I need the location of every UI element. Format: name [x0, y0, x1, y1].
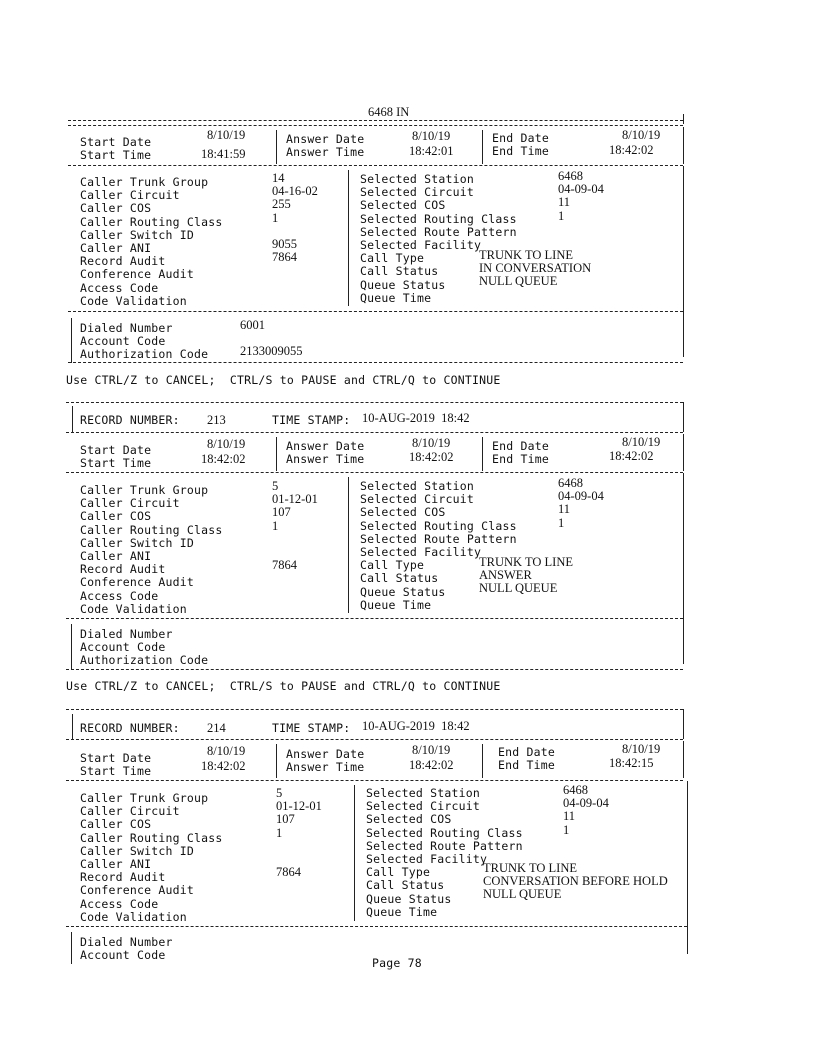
field-value: 04-09-04 [558, 182, 604, 197]
end-date-label: End Date [492, 439, 549, 453]
field-label: Caller Trunk Group [80, 791, 209, 805]
field-value: NULL QUEUE [483, 887, 562, 902]
divider [68, 165, 683, 166]
field-value: NULL QUEUE [479, 581, 558, 596]
field-value [272, 278, 318, 291]
divider [687, 928, 688, 954]
answer-time-label: Answer Time [286, 760, 365, 774]
field-value [272, 586, 318, 599]
answer-date-label: Answer Date [286, 439, 365, 453]
divider [276, 744, 277, 778]
field-label: Conference Audit [80, 267, 194, 282]
end-date-label: End Date [498, 745, 555, 759]
start-date-label: Start Date [80, 751, 152, 765]
end-time-value: 18:42:02 [609, 143, 654, 157]
field-label: Code Validation [80, 293, 187, 308]
field-label: Selected Route Pattern [360, 531, 517, 546]
field-label: Access Code [80, 280, 159, 295]
field-value [479, 596, 573, 609]
left-field-values [276, 787, 322, 919]
field-value [272, 599, 318, 612]
field-label: Caller Trunk Group [80, 483, 209, 497]
field-label: Caller Circuit [80, 496, 180, 511]
field-value [276, 893, 322, 906]
field-label: Queue Time [360, 597, 432, 612]
answer-time-value: 18:42:02 [409, 758, 454, 772]
field-value: 1 [558, 515, 565, 530]
field-label: Caller Switch ID [80, 535, 194, 550]
divider [66, 709, 683, 710]
field-label: Caller ANI [80, 240, 152, 255]
field-label: Caller ANI [80, 548, 152, 563]
record-number-value: 214 [207, 721, 226, 735]
field-label: Caller Routing Class [80, 830, 223, 845]
page-number: Page 78 [372, 956, 422, 970]
divider [683, 166, 684, 316]
field-label: Queue Status [366, 891, 452, 906]
right-field-values-upper [558, 477, 604, 530]
field-value: 1 [558, 208, 565, 223]
answer-time-label: Answer Time [286, 452, 365, 466]
start-date-value: 8/10/19 [207, 744, 246, 758]
field-label: Conference Audit [80, 883, 194, 898]
field-value: 7864 [272, 250, 297, 265]
record-number-label: RECORD NUMBER: [80, 721, 180, 735]
divider [71, 318, 72, 363]
answer-time-value: 18:42:02 [409, 450, 454, 464]
end-date-label: End Date [492, 131, 549, 145]
left-field-labels [80, 176, 222, 308]
field-label: Selected COS [360, 198, 446, 213]
divider [66, 739, 683, 740]
divider [68, 125, 683, 126]
field-label: Call Type [360, 558, 425, 573]
field-label: Selected Routing Class [366, 825, 523, 840]
field-value: 14 [272, 171, 285, 185]
field-label: Call Type [366, 865, 431, 880]
left-field-labels [80, 792, 222, 924]
answer-time-label: Answer Time [286, 145, 365, 159]
field-value [479, 289, 591, 302]
field-value: NULL QUEUE [479, 274, 558, 289]
field-label: Call Status [360, 571, 439, 586]
field-label: Caller COS [80, 817, 152, 832]
field-label: Conference Audit [80, 575, 194, 590]
control-prompt: Use CTRL/Z to CANCEL; CTRL/S to PAUSE and CTRL/Q to CONTINUE [66, 679, 501, 693]
divider [68, 120, 683, 121]
field-label: Selected Route Pattern [366, 838, 523, 853]
field-value [272, 572, 318, 585]
end-time-label: End Time [492, 452, 549, 466]
field-value: IN CONVERSATION [479, 261, 592, 276]
field-value: ANSWER [479, 568, 532, 583]
field-label: Caller COS [80, 509, 152, 524]
left-field-values [272, 172, 318, 304]
left-field-values [272, 480, 318, 612]
start-time-label: Start Time [80, 764, 152, 778]
divider [683, 312, 684, 357]
right-field-values-upper [558, 170, 604, 223]
divider [354, 785, 355, 921]
field-value: 11 [563, 809, 576, 824]
field-label: Selected Facility [366, 851, 488, 866]
end-date-value: 8/10/19 [622, 128, 661, 142]
field-value: 1 [563, 822, 570, 837]
divider [348, 170, 349, 306]
authorization-code-label: Authorization Code [80, 653, 209, 667]
divider [683, 619, 684, 664]
account-code-label: Account Code [80, 640, 166, 654]
right-field-values-lower [479, 249, 591, 302]
start-time-value: 18:41:59 [201, 147, 246, 161]
field-value: 5 [276, 786, 283, 800]
field-label: Selected Routing Class [360, 518, 517, 533]
record-number-value: 213 [207, 413, 226, 427]
field-label: Caller ANI [80, 856, 152, 871]
field-label: Code Validation [80, 909, 187, 924]
field-value: 04-16-02 [272, 184, 318, 199]
field-label: Selected COS [360, 505, 446, 520]
divider [71, 624, 72, 669]
start-date-value: 8/10/19 [207, 437, 246, 451]
dialed-number-label: Dialed Number [80, 321, 173, 335]
field-label: Queue Time [366, 904, 438, 919]
field-value: TRUNK TO LINE [479, 555, 573, 569]
field-label: Caller Circuit [80, 188, 180, 203]
end-time-value: 18:42:02 [609, 449, 654, 463]
field-value [272, 225, 318, 238]
field-label: Selected Facility [360, 237, 482, 252]
divider [276, 130, 277, 164]
field-value: 6468 [558, 169, 583, 183]
start-date-label: Start Date [80, 443, 152, 457]
field-label: Selected Routing Class [360, 211, 517, 226]
page-header: 6468 IN [368, 105, 410, 119]
time-stamp-label: TIME STAMP: [272, 413, 351, 427]
divider [683, 434, 684, 471]
start-time-value: 18:42:02 [201, 759, 246, 773]
start-date-label: Start Date [80, 135, 152, 149]
divider [687, 781, 688, 931]
divider [66, 780, 683, 781]
divider [72, 406, 73, 432]
field-label: Selected Circuit [360, 492, 474, 507]
left-field-labels [80, 484, 222, 616]
account-code-label: Account Code [80, 334, 166, 348]
end-date-value: 8/10/19 [622, 742, 661, 756]
field-value [483, 902, 668, 915]
end-time-label: End Time [498, 758, 555, 772]
divider [683, 709, 684, 739]
field-label: Access Code [80, 896, 159, 911]
field-value: 11 [558, 195, 571, 210]
right-field-values-lower [479, 556, 573, 609]
end-date-value: 8/10/19 [622, 435, 661, 449]
end-time-label: End Time [492, 144, 549, 158]
field-value: CONVERSATION BEFORE HOLD [483, 874, 668, 889]
field-label: Caller Switch ID [80, 843, 194, 858]
field-label: Caller COS [80, 201, 152, 216]
field-label: Selected Route Pattern [360, 224, 517, 239]
field-value: 6468 [558, 476, 583, 490]
field-label: Queue Status [360, 277, 446, 292]
field-value: 01-12-01 [272, 492, 318, 507]
field-value [276, 906, 322, 919]
answer-date-label: Answer Date [286, 132, 365, 146]
field-label: Record Audit [80, 562, 166, 577]
field-value: 7864 [276, 865, 301, 880]
authorization-code-label: Authorization Code [80, 347, 209, 361]
end-time-value: 18:42:15 [609, 756, 654, 770]
field-value: 107 [272, 505, 291, 520]
field-label: Selected Circuit [366, 799, 480, 814]
dialed-number-value: 6001 [240, 318, 265, 332]
field-value [272, 533, 318, 546]
field-value [272, 291, 318, 304]
account-code-label: Account Code [80, 948, 166, 962]
field-label: Access Code [80, 588, 159, 603]
field-value: 04-09-04 [558, 489, 604, 504]
start-time-label: Start Time [80, 456, 152, 470]
field-label: Record Audit [80, 870, 166, 885]
field-label: Caller Routing Class [80, 214, 223, 229]
field-label: Selected COS [366, 812, 452, 827]
authorization-code-value: 2133009055 [240, 344, 303, 358]
field-value: 1 [272, 210, 279, 225]
answer-date-value: 8/10/19 [412, 436, 451, 450]
divider [683, 402, 684, 432]
field-value: TRUNK TO LINE [483, 861, 577, 875]
field-label: Call Status [366, 878, 445, 893]
right-field-values-lower [483, 862, 668, 915]
field-label: Call Type [360, 251, 425, 266]
divider [482, 130, 483, 164]
divider [683, 114, 684, 124]
field-label: Caller Switch ID [80, 227, 194, 242]
field-label: Selected Facility [360, 544, 482, 559]
field-value: 107 [276, 812, 295, 827]
field-value: 01-12-01 [276, 799, 322, 814]
answer-date-value: 8/10/19 [412, 743, 451, 757]
field-value: 9055 [272, 236, 297, 251]
divider [683, 741, 684, 778]
field-value: 7864 [272, 558, 297, 573]
answer-date-label: Answer Date [286, 747, 365, 761]
answer-time-value: 18:42:01 [409, 144, 454, 158]
divider [683, 127, 684, 164]
field-value: 1 [272, 518, 279, 533]
field-value: TRUNK TO LINE [479, 248, 573, 262]
field-label: Queue Time [360, 290, 432, 305]
divider [66, 669, 683, 670]
record-number-label: RECORD NUMBER: [80, 413, 180, 427]
divider [66, 402, 683, 403]
divider [348, 477, 349, 613]
divider [66, 472, 683, 473]
divider [66, 618, 683, 619]
time-stamp-value: 10-AUG-2019 18:42 [362, 411, 470, 425]
answer-date-value: 8/10/19 [412, 129, 451, 143]
divider [71, 932, 72, 964]
field-label: Call Status [360, 264, 439, 279]
field-label: Selected Station [366, 786, 480, 800]
divider [683, 473, 684, 623]
time-stamp-label: TIME STAMP: [272, 721, 351, 735]
divider [276, 437, 277, 471]
divider [66, 432, 683, 433]
field-value: 04-09-04 [563, 796, 609, 811]
field-value: 255 [272, 197, 291, 212]
field-label: Caller Routing Class [80, 522, 223, 537]
field-value [276, 879, 322, 892]
field-label: Caller Circuit [80, 804, 180, 819]
divider [68, 311, 683, 312]
field-value [276, 840, 322, 853]
field-label: Record Audit [80, 254, 166, 269]
divider [66, 926, 687, 927]
field-label: Selected Circuit [360, 185, 474, 200]
dialed-number-label: Dialed Number [80, 935, 173, 949]
field-value: 1 [276, 825, 283, 840]
field-value: 11 [558, 502, 571, 517]
divider [72, 714, 73, 740]
divider [68, 362, 683, 363]
field-label: Selected Station [360, 172, 474, 186]
divider [482, 437, 483, 471]
time-stamp-value: 10-AUG-2019 18:42 [362, 719, 470, 733]
field-label: Caller Trunk Group [80, 175, 209, 189]
field-label: Selected Station [360, 479, 474, 493]
start-time-label: Start Time [80, 148, 152, 162]
right-field-values-upper [563, 784, 609, 837]
start-date-value: 8/10/19 [207, 128, 246, 142]
field-value [272, 264, 318, 277]
field-label: Code Validation [80, 601, 187, 616]
field-label: Queue Status [360, 584, 446, 599]
field-value: 5 [272, 479, 279, 493]
divider [482, 744, 483, 778]
control-prompt: Use CTRL/Z to CANCEL; CTRL/S to PAUSE and CTRL/Q to CONTINUE [66, 373, 501, 387]
field-value: 6468 [563, 783, 588, 797]
start-time-value: 18:42:02 [201, 452, 246, 466]
dialed-number-label: Dialed Number [80, 627, 173, 641]
